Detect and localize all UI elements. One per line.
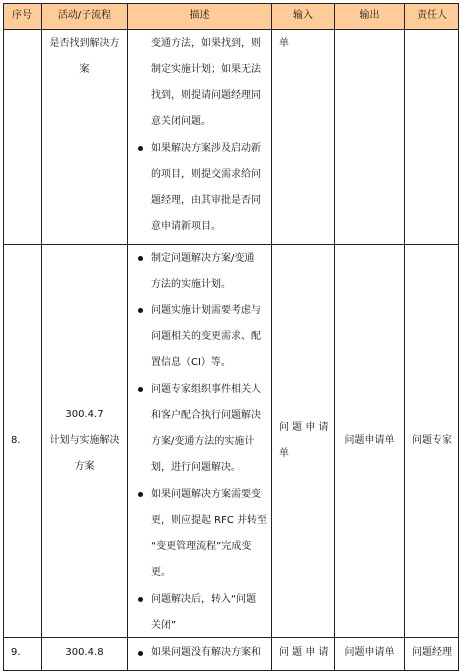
- bullet-icon: [138, 651, 143, 656]
- row8-b5-2: 关闭”: [151, 620, 177, 631]
- row9-num: 9.: [11, 647, 21, 658]
- grid-row8-bottom: [3, 637, 459, 638]
- header-input: 输入: [293, 10, 313, 21]
- row9-desc-1: 如果问题没有解决方案和: [151, 647, 261, 658]
- row9-activity: 300.4.8: [65, 647, 104, 658]
- row-prev-bullet-4: 意申请新项目。: [151, 221, 221, 232]
- header-num: 序号: [12, 10, 32, 21]
- row8-num: 8.: [11, 435, 21, 446]
- grid-col4: [334, 3, 335, 671]
- row-prev-activity-2: 案: [79, 64, 90, 75]
- bullet-icon: [138, 308, 143, 313]
- bullet-icon: [138, 597, 143, 602]
- bullet-icon: [138, 492, 143, 497]
- row8-b3-4: 划，进行问题解决。: [151, 462, 241, 473]
- row8-b2-3: 置信息（CI）等。: [151, 357, 231, 368]
- grid-col1: [41, 3, 42, 671]
- row8-b3-1: 问题专家组织事件相关人: [151, 384, 261, 395]
- row-prev-bullet-2: 的项目，则提交需求给问: [151, 169, 261, 180]
- bullet-icon: [138, 387, 143, 392]
- row9-owner: 问题经理: [412, 647, 452, 658]
- grid-top: [3, 3, 459, 4]
- row-prev-bullet-1: 如果解决方案涉及启动新: [151, 143, 261, 154]
- header-activity: 活动/子流程: [57, 10, 112, 21]
- row8-b3-2: 和客户配合执行问题解决: [151, 410, 261, 421]
- row-prev-desc-4: 意关闭问题。: [151, 116, 211, 127]
- row8-b2-1: 问题实施计划需要考虑与: [151, 305, 261, 316]
- row8-b3-3: 方案/变通方法的实施计: [151, 436, 255, 447]
- bullet-icon: [138, 256, 143, 261]
- row8-b5-1: 问题解决后，转入“问题: [151, 594, 257, 605]
- row-prev-desc-3: 找到，则提请问题经理同: [151, 90, 261, 101]
- row8-b4-3: “变更管理流程”完成变: [151, 541, 252, 552]
- row8-activity-3: 方案: [74, 461, 95, 472]
- row-prev-desc-1: 变通方法，如果找到，则: [151, 38, 261, 49]
- header-output: 输出: [359, 10, 380, 21]
- row9-output: 问题申请单: [344, 647, 395, 658]
- grid-bottom: [3, 670, 459, 671]
- row-prev-input-tail: 单: [279, 38, 289, 49]
- grid-col5: [404, 3, 405, 671]
- grid-left: [3, 3, 4, 671]
- row8-b1-2: 方法的实施计划。: [151, 279, 231, 290]
- bullet-icon: [138, 146, 143, 151]
- row8-owner: 问题专家: [412, 435, 452, 446]
- row8-b4-1: 如果问题解决方案需要变: [151, 489, 261, 500]
- grid-col2: [127, 3, 128, 671]
- row9-input: 问 题 申 请: [279, 647, 329, 658]
- header-desc: 描述: [189, 10, 210, 21]
- grid-row-prev-bottom: [3, 244, 459, 245]
- grid-col3: [271, 3, 272, 671]
- row-prev-activity-1: 是否找到解决方: [49, 38, 120, 49]
- row-prev-desc-2: 制定实施计划；如果无法: [151, 64, 261, 75]
- row8-b4-4: 更。: [151, 567, 171, 578]
- row8-output: 问题申请单: [344, 435, 395, 446]
- row8-input-1: 问 题 申 请: [279, 422, 329, 433]
- row8-b2-2: 问题相关的变更需求、配: [151, 331, 261, 342]
- row8-activity-2: 计划与实施解决: [49, 435, 120, 446]
- grid-right: [458, 3, 459, 671]
- row8-b1-1: 制定问题解决方案/变通: [151, 253, 255, 264]
- row-prev-bullet-3: 题经理，由其审批是否同: [151, 195, 261, 206]
- header-owner: 责任人: [417, 10, 447, 21]
- row8-b4-2: 更，则应提起 RFC 并转至: [151, 515, 268, 526]
- row8-activity-1: 300.4.7: [65, 409, 104, 420]
- process-table: [3, 3, 459, 671]
- row8-input-2: 单: [279, 448, 289, 459]
- grid-header-bottom: [3, 29, 459, 30]
